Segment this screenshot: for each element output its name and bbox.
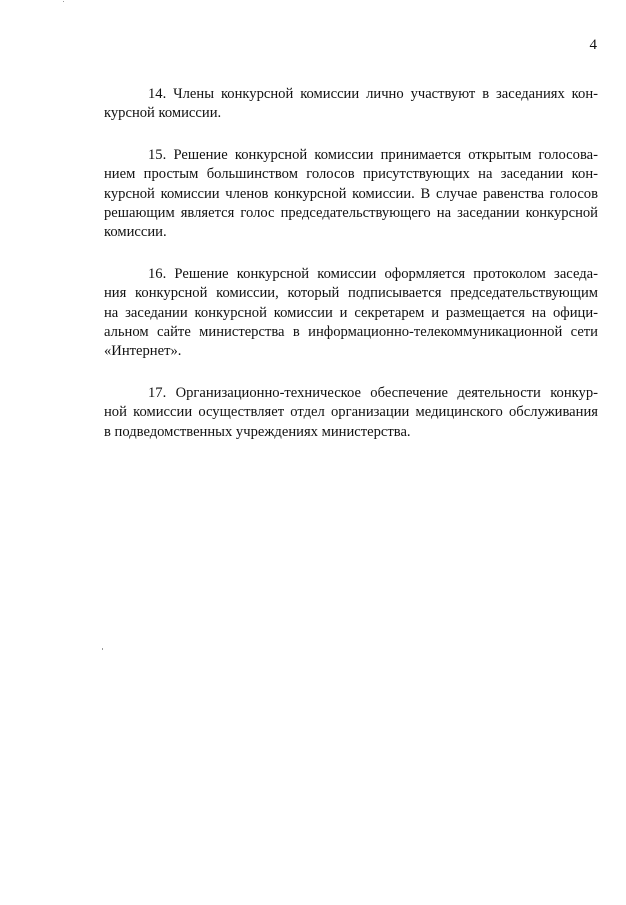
paragraph-14 [104,85,598,124]
text-line: ной комиссии осуществляет отдел организации медицинского обслуживания [104,404,598,421]
text-line: 15. Решение конкурсной комиссии принимается открытым голосова- [148,146,598,163]
text-line: в подведомственных учреждениях министерства. [104,423,411,440]
text-line: 17. Организационно-техническое обеспечение деятельности конкур- [148,384,598,401]
document-body [104,85,598,464]
text-line: альном сайте министерства в информационно-телекоммуникационной сети [104,324,598,341]
text-line: курсной комиссии. [104,105,222,122]
paragraph-15 [104,146,598,243]
scan-speck [63,1,64,2]
scan-speck [102,648,103,650]
text-line: ния конкурсной комиссии, который подписывается председательствующим [104,285,598,302]
text-line: курсной комиссии членов конкурсной комиссии. В случае равенства голосов [104,185,598,202]
text-line: на заседании конкурсной комиссии и секретарем и размещается на офици- [104,304,598,321]
text-line: 14. Члены конкурсной комиссии лично участвуют в заседаниях кон- [148,86,598,102]
text-line: «Интернет». [104,343,182,360]
paragraph-17 [104,384,598,442]
text-line: комиссии. [104,224,167,241]
paragraph-16 [104,265,598,362]
text-line: 16. Решение конкурсной комиссии оформляется протоколом заседа- [148,265,598,282]
text-line: решающим является голос председательствующего на заседании конкурсной [104,205,598,222]
text-line: нием простым большинством голосов присутствующих на заседании кон- [104,166,598,183]
page-number: 4 [589,37,597,53]
